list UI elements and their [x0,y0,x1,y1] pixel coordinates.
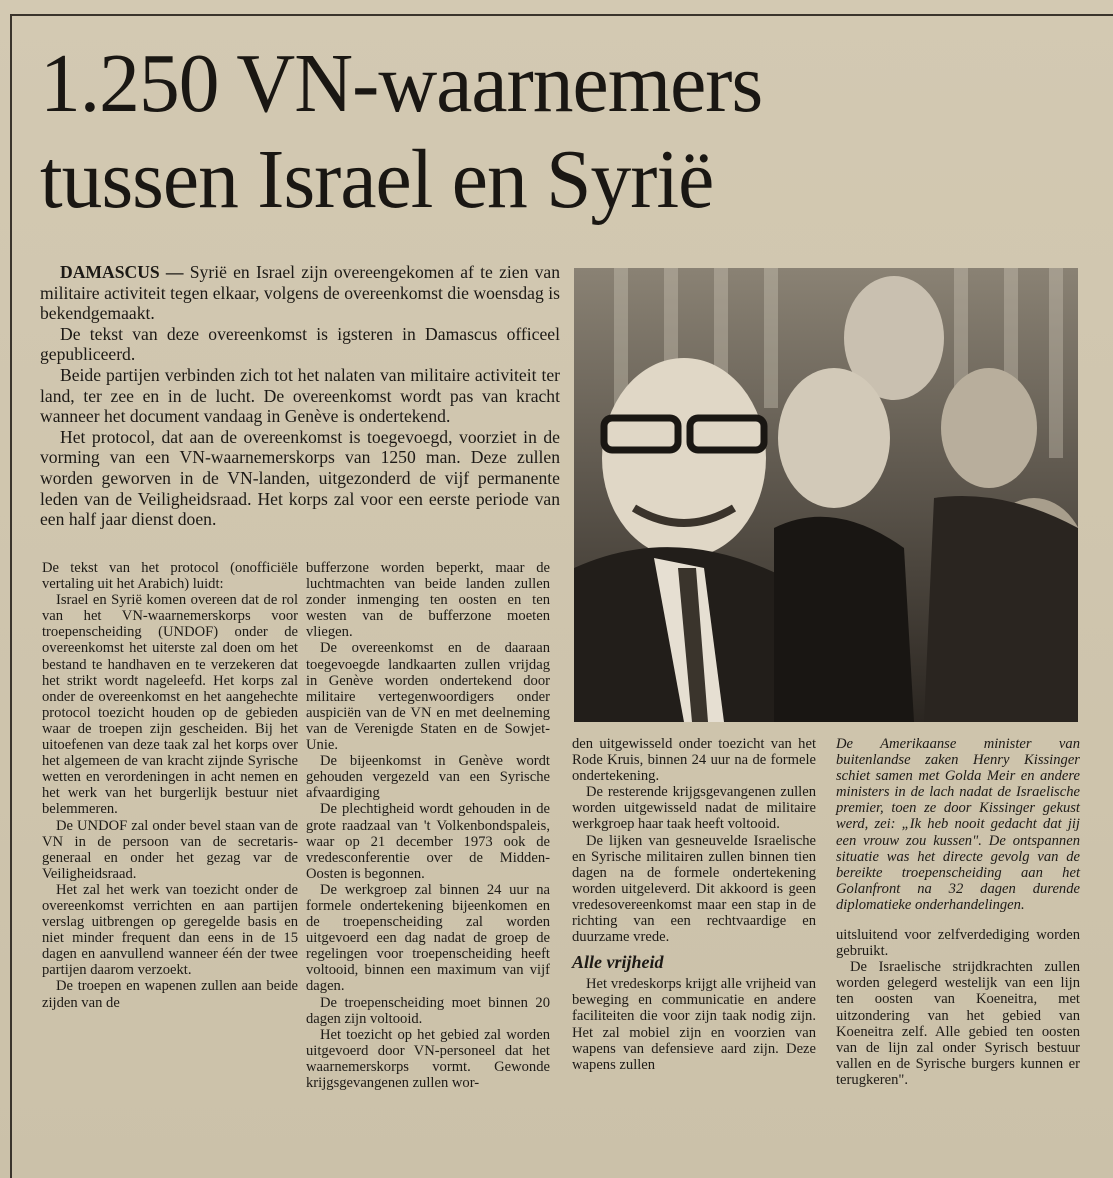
headline-line-2: tussen Israel en Syrië [40,133,714,226]
subheading: Alle vrijheid [572,952,664,973]
photo-caption: De Amerikaanse minister van buitenlandse zaken Henry Kissinger schiet samen met Golda Meir en andere ministers in de lach nadat de Israelische premier, toen ze door Kissinger gekust werd, zei: „Ik heb nooit gedacht dat jij een vrouw zou kussen". De ontspannen situatie was het directe gevolg van de bereikte troepenscheiding aan het Golanfront na 32 dagen durende diplomatieke onderhandelingen. [836,736,1080,913]
headline [40,36,932,228]
column-2: bufferzone worden beperkt, maar de luchtmachten van beide landen zullen zonder inmenging ten oosten en ten westen van de bufferzone moeten vliegen. De overeenkomst en de daaraan toegevoegde landkaarten zullen vrijdag in Genève worden ondertekend door militaire vertegenwoordigers onder auspiciën van de VN en met deelneming van de Verenigde Staten en de Sowjet-Unie. De bijeenkomst in Genève wordt gehouden vergezeld van een Syrische afvaardiging De plechtigheid wordt gehouden in de grote raadzaal van 't Volkenbondspaleis, waar op 21 december 1973 ook de vredesconferentie over de Midden-Oosten is begonnen. De werkgroep zal binnen 24 uur na formele ondertekening bijeenkomen en de troepenscheiding zal worden uitgevoerd een dag nadat de groep de regelingen voor troepenscheiding heeft voltooid, binnen een maximum van vijf dagen. De troepenscheiding moet binnen 20 dagen zijn voltooid. Het toezicht op het gebied zal worden uitgevoerd door VN-personeel dat het waarnemerskorps vormt. Gewonde krijgsgevangenen zullen wor- [306,560,550,1091]
lead-p1: DAMASCUS — Syrië en Israel zijn overeengekomen af te zien van militaire activiteit tegen elkaar, volgens de overeenkomst die woensdag is bekendgemaakt. [40,262,560,324]
lead-p3: Beide partijen verbinden zich tot het nalaten van militaire activiteit ter land, ter zee en in de lucht. De overeenkomst wordt pas van kracht wanneer het document vandaag in Genève is ondertekend. [40,364,560,427]
lead-p4: Het protocol, dat aan de overeenkomst is toegevoegd, voorziet in de vorming van een VN-waarnemerskorps van 1250 man. Deze zullen worden geworven in de VN-landen, uitgezonderd de vijf permanente leden van de Veiligheidsraad. Het korps zal voor een eerste periode van een half jaar dienst doen. [40,426,560,530]
lead-paragraphs [40,262,560,530]
headline-line-1: 1.250 VN-waarnemers [40,37,763,130]
dateline: DAMASCUS — [60,262,184,282]
column-3: den uitgewisseld onder toezicht van het Rode Kruis, binnen 24 uur na de formele ondertekening. De resterende krijgsgevangenen zullen worden uitgewisseld nadat de militaire werkgroep haar taak heeft voltooid. De lijken van gesneuvelde Israelische en Syrische militairen zullen binnen tien dagen na de formele ondertekening worden uitgeleverd. Dit akkoord is geen vredesovereenkomst maar een stap in de richting van een rechtvaardige en duurzame vrede. Alle vrijheid Het vredeskorps krijgt alle vrijheid van beweging en communicatie en andere faciliteiten die voor zijn taak nodig zijn. Het zal mobiel zijn en voorzien van wapens van defensieve aard zijn. Deze wapens zullen [572,736,816,1073]
column-1: De tekst van het protocol (onofficiële vertaling uit het Arabich) luidt: Israel en Syrië komen overeen dat de rol van het VN-waarnemerskorps voor troepenscheiding (UNDOF) onder de overeenkomst het uiterste zal doen om het bestand te handhaven en te verzekeren dat het strikt wordt nageleefd. Het korps zal onder de overeenkomst en het aangehechte protocol toezicht houden op de gebieden waar de troepen zijn gescheiden. Bij het uitoefenen van deze taak zal het korps over het algemeen de van kracht zijnde Syrische wetten en verordeningen in acht nemen en het werk van het burgerlijk bestuur niet belemmeren. De UNDOF zal onder bevel staan van de VN in de persoon van de secretaris-generaal en onder het gezag var de Veiligheidsraad. Het zal het werk van toezicht onder de overeenkomst verrichten en aan partijen verslag uitbrengen op geregelde basis en niet minder frequent dan eens in de 15 dagen en aanvullend wanneer één der twee partijen daarom verzoekt. De troepen en wapenen zullen aan beide zijden van de [42,560,298,1011]
lead-p2: De tekst van deze overeenkomst is igsteren in Damascus officeel gepubliceerd. [40,323,560,365]
photo-illustration [574,268,1078,722]
column-4: De Amerikaanse minister van buitenlandse zaken Henry Kissinger schiet samen met Golda Meir en andere ministers in de lach nadat de Israelische premier, toen ze door Kissinger gekust werd, zei: „Ik heb nooit gedacht dat jij een vrouw zou kussen". De ontspannen situatie was het directe gevolg van de bereikte troepenscheiding aan het Golanfront na 32 dagen durende diplomatieke onderhandelingen. uitsluitend voor zelfverdediging worden gebruikt. De Israelische strijdkrachten zullen worden gelegerd westelijk van een lijn ten oosten van Koeneitra, met uitzondering van het gebied van Koeneitra zelf. Alle gebied ten oosten van de lijn zal onder Syrisch bestuur vallen en de Syrische burgers kunnen er terugkeren". [836,736,1080,1088]
news-photo [574,268,1078,722]
